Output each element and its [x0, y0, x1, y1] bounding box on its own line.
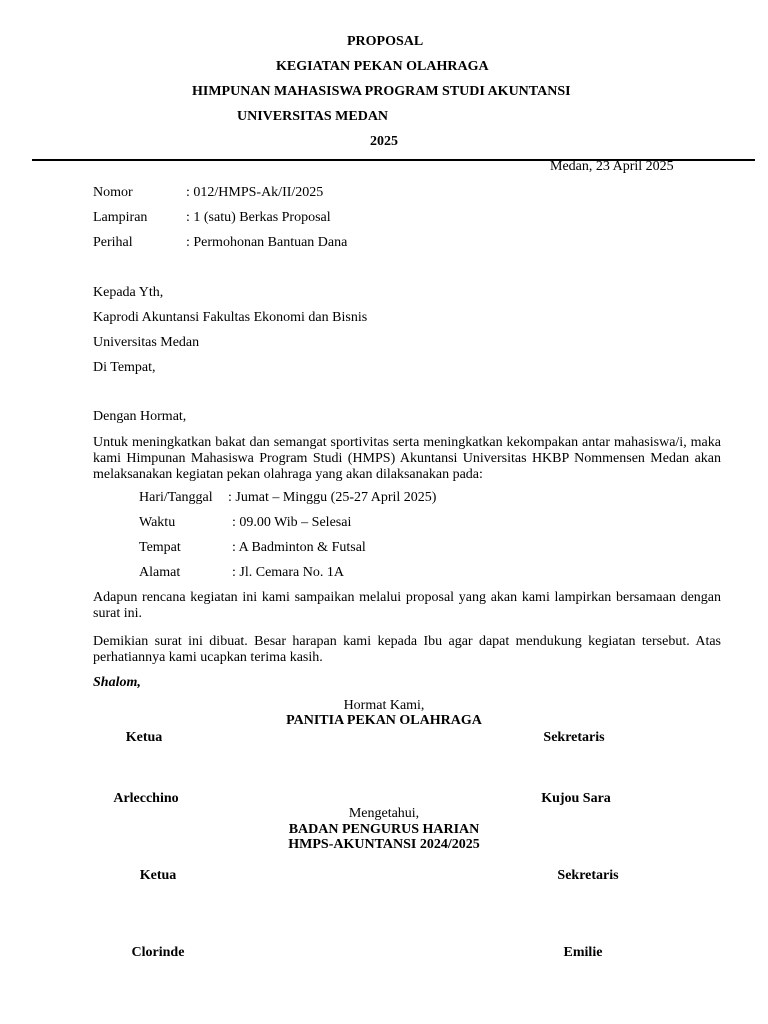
header-title: PROPOSAL — [347, 34, 424, 49]
signature-role-secretary: Sekretaris — [543, 730, 605, 745]
detail-value-place: : A Badminton & Futsal — [232, 540, 366, 555]
signature-committee: PANITIA PEKAN OLAHRAGA — [286, 713, 482, 728]
meta-value-nomor: : 012/HMPS-Ak/II/2025 — [186, 185, 324, 200]
signature-role-chair: Ketua — [125, 730, 163, 745]
place-date: Medan, 23 April 2025 — [550, 159, 674, 174]
signature-board-line-1: BADAN PENGURUS HARIAN — [288, 822, 480, 837]
signature-name-chair: Arlecchino — [113, 791, 179, 806]
signature-mengetahui: Mengetahui, — [348, 806, 420, 821]
meta-label-nomor: Nomor — [93, 185, 133, 200]
recipient-line-2: Universitas Medan — [93, 335, 200, 350]
closing: Shalom, — [93, 675, 141, 690]
paragraph-3: Demikian surat ini dibuat. Besar harapan kami kepada Ibu agar dapat mendukung kegiatan tersebut. Atas perhatiannya kami ucapkan terima kasih. — [93, 634, 721, 665]
detail-label-place: Tempat — [139, 540, 181, 555]
signature-board-line-2: HMPS-AKUNTANSI 2024/2025 — [288, 837, 480, 852]
board-role-chair: Ketua — [139, 868, 177, 883]
board-role-secretary: Sekretaris — [557, 868, 619, 883]
detail-label-address: Alamat — [139, 565, 181, 580]
meta-value-perihal: : Permohonan Bantuan Dana — [186, 235, 348, 250]
board-name-chair: Clorinde — [131, 945, 185, 960]
board-name-secretary: Emilie — [563, 945, 603, 960]
meta-label-lampiran: Lampiran — [93, 210, 148, 225]
detail-value-time: : 09.00 Wib – Selesai — [232, 515, 352, 530]
meta-value-lampiran: : 1 (satu) Berkas Proposal — [186, 210, 331, 225]
recipient-line-1: Kaprodi Akuntansi Fakultas Ekonomi dan Bisnis — [93, 310, 368, 325]
detail-value-address: : Jl. Cemara No. 1A — [232, 565, 344, 580]
paragraph-2: Adapun rencana kegiatan ini kami sampaikan melalui proposal yang akan kami lampirkan bersamaan dengan surat ini. — [93, 590, 721, 621]
header-event-name: KEGIATAN PEKAN OLAHRAGA — [276, 59, 489, 74]
recipient-line-3: Di Tempat, — [93, 360, 156, 375]
header-year: 2025 — [370, 134, 398, 149]
signature-name-secretary: Kujou Sara — [541, 791, 611, 806]
detail-label-date: Hari/Tanggal — [139, 490, 213, 505]
header-organization: HIMPUNAN MAHASISWA PROGRAM STUDI AKUNTANSI — [192, 84, 571, 99]
detail-label-time: Waktu — [139, 515, 176, 530]
signature-hormat: Hormat Kami, — [343, 698, 425, 713]
recipient-greeting: Kepada Yth, — [93, 285, 164, 300]
meta-label-perihal: Perihal — [93, 235, 133, 250]
header-university: UNIVERSITAS MEDAN — [237, 109, 389, 124]
salutation: Dengan Hormat, — [93, 409, 187, 424]
detail-value-date: : Jumat – Minggu (25-27 April 2025) — [228, 490, 437, 505]
intro-paragraph: Untuk meningkatkan bakat dan semangat sportivitas serta meningkatkan kekompakan antar mahasiswa/i, maka kami Himpunan Mahasiswa Program Studi (HMPS) Akuntansi Universitas HKBP Nommensen Medan akan melaksanakan kegiatan pekan olahraga yang akan dilaksanakan pada: — [93, 435, 721, 482]
